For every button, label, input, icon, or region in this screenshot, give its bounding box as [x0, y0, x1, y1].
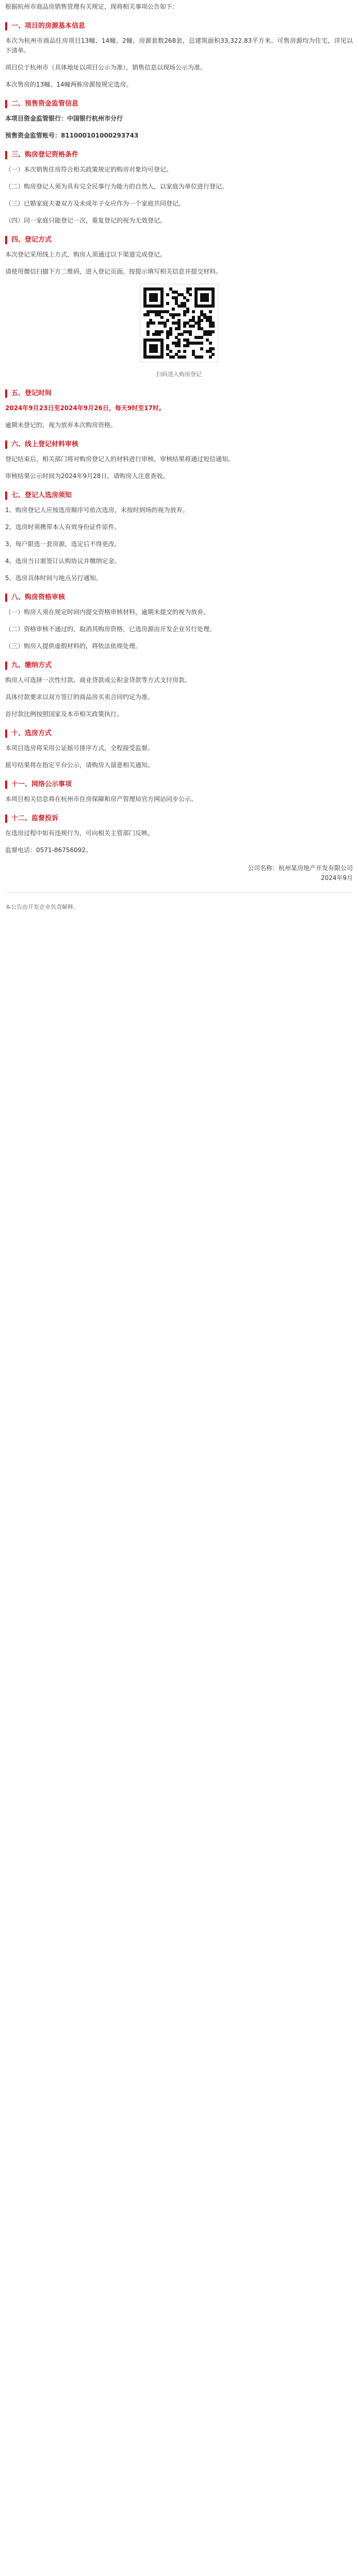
paragraph: 首付款比例按照国家及本市相关政策执行。: [5, 710, 123, 718]
section-header: [5, 21, 353, 31]
qr-module: [177, 313, 181, 316]
section-header: [5, 660, 353, 670]
section-bar-icon: [5, 389, 7, 398]
section-header: [5, 99, 353, 109]
qr-module: [155, 350, 158, 353]
section-bar-icon: [5, 730, 7, 738]
section-8: [5, 592, 353, 651]
qr-module: [186, 344, 189, 347]
paragraph: 1、购房登记人应按选房顺序号依次选房，未按时到场的视为放弃。: [5, 506, 189, 514]
paragraph: 本次登记采用线上方式，购房人须通过以下渠道完成登记。: [5, 251, 167, 258]
section-header: [5, 490, 353, 500]
qr-wrap: [5, 284, 353, 362]
paragraph: （三）已婚家庭夫妻双方及未成年子女应作为一个家庭共同登记。: [5, 200, 185, 207]
paragraph: 2、选房时须携带本人有效身份证件原件。: [5, 523, 121, 531]
paragraph: 审核结果公示时间为2024年9月28日，请购房人注意查收。: [5, 472, 169, 480]
section-title: 十二、监督投诉: [11, 815, 59, 822]
section-3: [5, 150, 353, 226]
paragraph: 本项目资金监管银行：中国银行杭州市分行: [5, 115, 123, 122]
qr-module: [211, 347, 215, 350]
section-bar-icon: [5, 781, 7, 789]
qr-module: [209, 310, 212, 313]
section-header: [5, 779, 353, 789]
qr-module: [166, 302, 169, 305]
section-bar-icon: [5, 815, 7, 823]
qr-module: [164, 325, 167, 328]
section-7: [5, 490, 353, 583]
paragraph: 3、每户限选一套房源，选定后不得更改。: [5, 540, 121, 548]
paragraph: 在选房过程中如有违规行为，可向相关主管部门反映。: [5, 829, 154, 837]
qr-module: [158, 333, 161, 336]
qr-module: [177, 327, 181, 330]
section-1: [5, 21, 353, 90]
section-bar-icon: [5, 440, 7, 449]
paragraph: 逾期未登记的，视为放弃本次购房资格。: [5, 421, 117, 429]
section-title: 五、登记时间: [11, 389, 52, 397]
qr-module: [160, 355, 164, 359]
qr-module: [186, 299, 189, 302]
qr-module: [183, 313, 186, 316]
section-9: [5, 660, 353, 719]
section-title: 一、项目的房源基本信息: [11, 22, 86, 30]
section-bar-icon: [5, 151, 7, 159]
section-bar-icon: [5, 100, 7, 108]
qr-module: [183, 355, 186, 359]
section-header: [5, 388, 353, 398]
paragraph: 本次为杭州市商品住房项目13幢、14幢、2幢，房源套数268套，总建筑面积33,322.83平方米。可售房源均为住宅，详见以下清单。: [5, 37, 353, 54]
section-bar-icon: [5, 594, 7, 602]
qr-module: [160, 304, 164, 308]
qr-module: [177, 344, 181, 347]
qr-module: [177, 350, 181, 353]
paragraph: 登记结束后，相关部门将对购房登记人的材料进行审核，审核结果将通过短信通知。: [5, 455, 235, 463]
qr-module: [166, 336, 169, 339]
section-bar-icon: [5, 662, 7, 670]
footer-note: 本公告由开发企业负责解释。: [5, 904, 79, 910]
section-10: [5, 728, 353, 770]
section-title: 六、线上登记材料审核: [11, 440, 79, 448]
qr-module: [172, 355, 175, 359]
paragraph: 预售资金监管账号：811000101000293743: [5, 132, 139, 139]
section-bar-icon: [5, 22, 7, 30]
qr-module: [172, 316, 175, 319]
divider: [5, 892, 353, 893]
qr-module: [209, 333, 212, 336]
signature-date: 2024年9月: [320, 874, 353, 882]
section-12: [5, 814, 353, 855]
section-6: [5, 439, 353, 481]
qr-module: [189, 287, 192, 291]
qr-module: [211, 353, 215, 356]
signature-company: 公司名称：杭州某房地产开发有限公司: [247, 865, 353, 872]
qr-module: [166, 293, 169, 296]
qr-code-icon[interactable]: [140, 284, 218, 362]
paragraph: 监督电话：0571-86756092。: [5, 846, 92, 854]
paragraph: （三）购房人提供虚假材料的，将依法依规处理。: [5, 642, 142, 650]
qr-module: [166, 319, 169, 322]
section-4: [5, 235, 353, 379]
section-header: [5, 592, 353, 602]
qr-module: [155, 299, 158, 302]
qr-module: [192, 325, 195, 328]
section-5: [5, 388, 353, 430]
qr-module: [200, 319, 203, 322]
qr-module: [147, 325, 150, 328]
paragraph: （一）购房人须在规定时间内提交资格审核材料，逾期未提交的视为放弃。: [5, 608, 210, 616]
qr-module: [160, 330, 164, 333]
qr-module: [200, 342, 203, 345]
paragraph: 项目位于杭州市（具体地址以项目公示为准），销售信息以现场公示为准。: [5, 64, 207, 71]
section-header: [5, 150, 353, 160]
qr-module: [181, 333, 184, 336]
section-header: [5, 728, 353, 738]
qr-module: [211, 304, 215, 308]
paragraph: 本项目相关信息将在杭州市住房保障和房产管理局官方网站同步公示。: [5, 795, 198, 803]
qr-module: [172, 308, 175, 311]
qr-module: [189, 293, 192, 296]
qr-module: [211, 330, 215, 333]
qr-module: [147, 313, 150, 316]
section-title: 九、缴纳方式: [11, 662, 52, 669]
paragraph: 5、选房具体时间与地点另行通知。: [5, 574, 102, 582]
qr-module: [200, 355, 203, 359]
document-page: [5, 2, 353, 912]
paragraph: 购房人可选择一次性付款、商业贷款或公积金贷款等方式支付房款。: [5, 676, 191, 684]
qr-module: [209, 342, 212, 345]
qr-module: [211, 325, 215, 328]
section-11: [5, 779, 353, 804]
section-title: 八、购房资格审核: [11, 594, 66, 601]
qr-module: [209, 355, 212, 359]
paragraph: （一）本次销售住房符合相关政策规定的购房对象均可登记。: [5, 166, 173, 173]
qr-module: [189, 333, 192, 336]
qr-module: [183, 325, 186, 328]
qr-module: [152, 321, 155, 325]
paragraph: 具体付款要求以双方签订的商品房买卖合同约定为准。: [5, 693, 154, 701]
section-header: [5, 439, 353, 449]
paragraph: 请使用微信扫描下方二维码，进入登记页面，按提示填写相关信息并提交材料。: [5, 268, 222, 275]
paragraph: 4、选房当日需签订认购协议并缴纳定金。: [5, 557, 121, 565]
paragraph: 2024年9月23日至2024年9月26日，每天9时至17时。: [5, 404, 165, 412]
qr-module: [200, 347, 203, 350]
section-bar-icon: [5, 492, 7, 500]
qr-module: [192, 310, 195, 313]
paragraph: 摇号结果将在指定平台公示，请购房人留意相关通知。: [5, 761, 154, 769]
section-title: 四、登记方式: [11, 236, 52, 244]
section-header: [5, 814, 353, 823]
section-title: 七、登记人选房须知: [11, 492, 72, 499]
qr-module: [200, 336, 203, 339]
paragraph: 本项目选房将采用公证摇号排序方式，全程接受监督。: [5, 744, 154, 752]
intro-text: 根据杭州市商品房销售管理有关规定，现将相关事项公告如下：: [5, 3, 179, 10]
qr-module: [169, 350, 172, 353]
section-2: [5, 99, 353, 141]
paragraph: 本次售房的13幢、14幢两栋房源按规定选房。: [5, 81, 133, 88]
paragraph: （二）资格审核不通过的，取消其购房资格，已选房源由开发企业另行处理。: [5, 625, 216, 633]
section-title: 三、购房登记资格条件: [11, 151, 79, 159]
qr-caption: 扫码进入购房登记: [156, 371, 202, 378]
paragraph: （二）购房登记人须为具有完全民事行为能力的自然人，以家庭为单位进行登记。: [5, 183, 229, 190]
section-bar-icon: [5, 236, 7, 244]
qr-module: [147, 333, 150, 336]
section-title: 二、预售资金监管信息: [11, 100, 79, 108]
section-header: [5, 235, 353, 245]
qr-module: [183, 350, 186, 353]
section-title: 十、选房方式: [11, 730, 52, 737]
qr-module: [160, 316, 164, 319]
qr-module: [206, 299, 209, 302]
paragraph: （四）同一家庭只能登记一次，重复登记的视为无效登记。: [5, 217, 167, 224]
section-title: 十一、网络公示事项: [11, 781, 72, 788]
signature: [5, 863, 353, 883]
qr-module: [186, 310, 189, 313]
qr-module: [169, 333, 172, 336]
